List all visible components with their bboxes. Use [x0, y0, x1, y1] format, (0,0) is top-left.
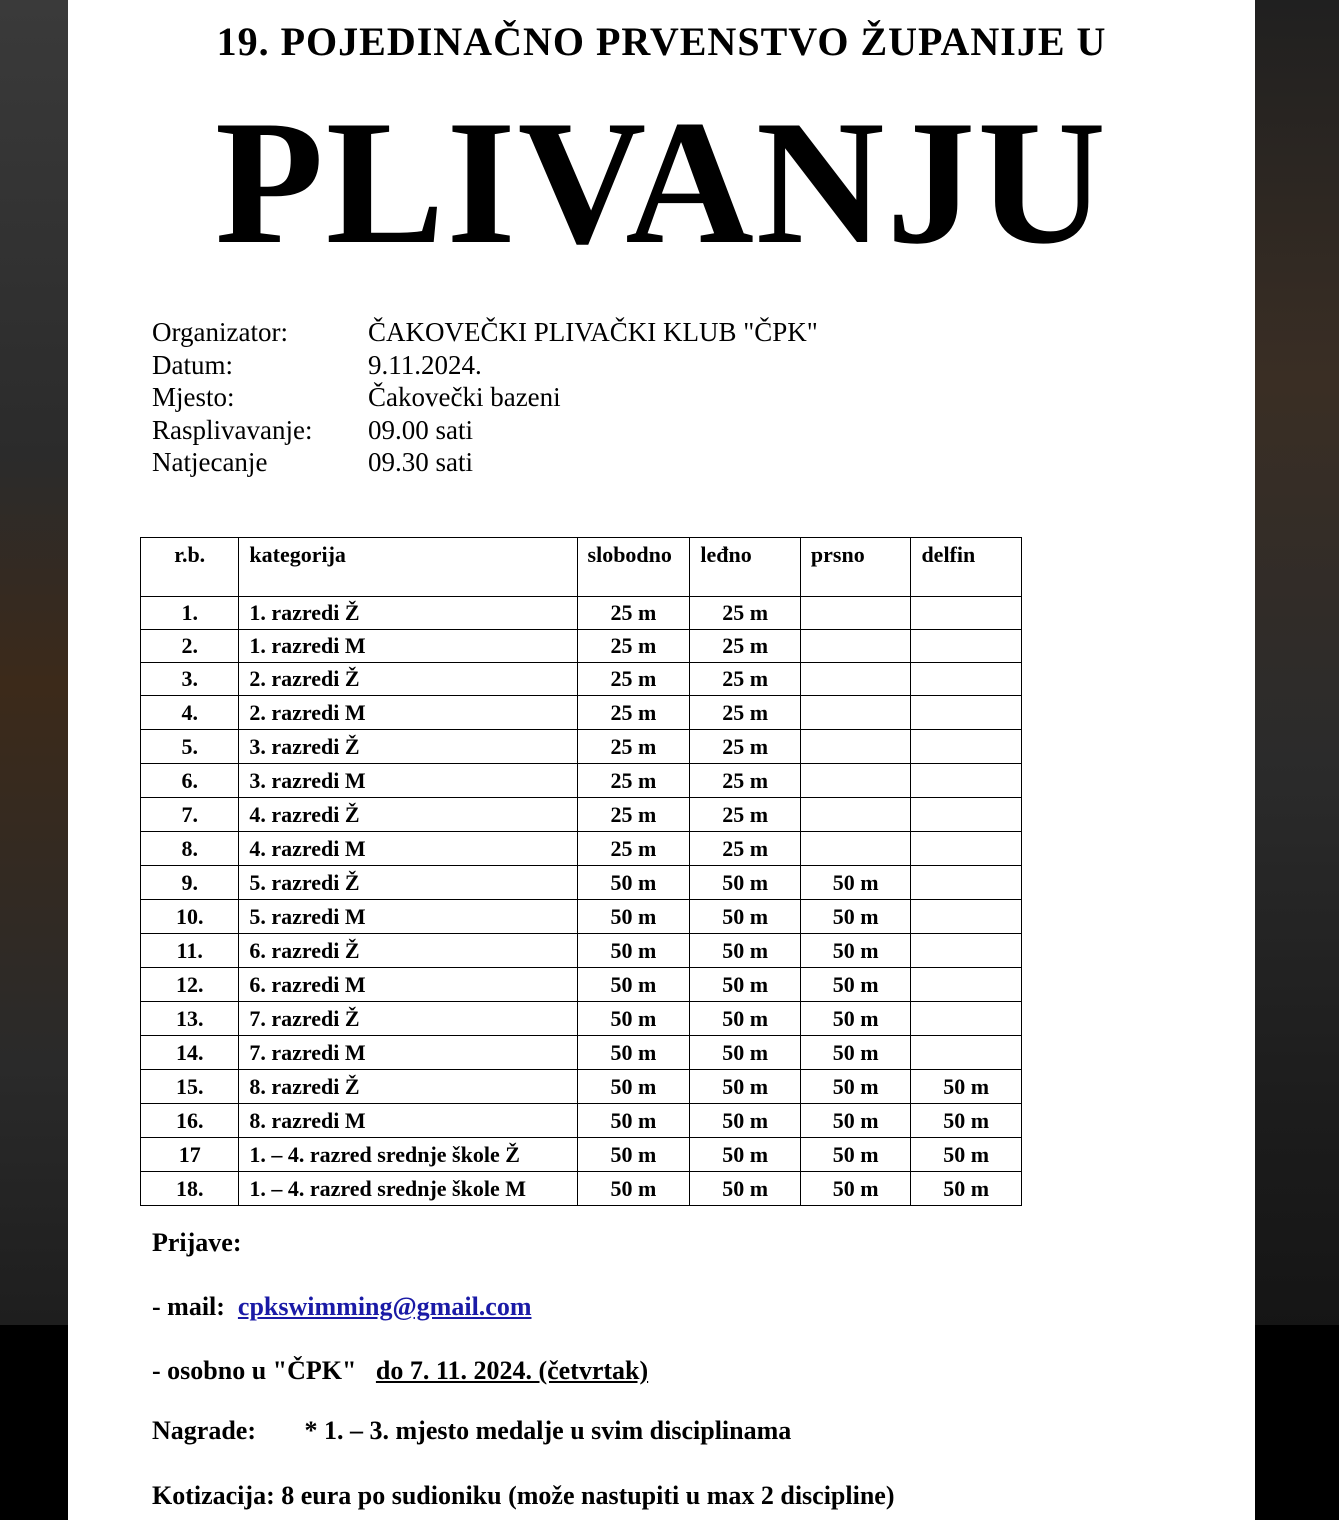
- cell-rb: 5.: [141, 730, 239, 764]
- cell-kategorija: 6. razredi M: [239, 968, 577, 1002]
- header-kategorija: kategorija: [239, 538, 577, 597]
- cell-prsno: 50 m: [800, 1104, 911, 1138]
- cell-slobodno: 50 m: [577, 1104, 690, 1138]
- table-row: [141, 900, 1022, 934]
- cell-kategorija: 3. razredi M: [239, 764, 577, 798]
- cell-delfin: [911, 832, 1022, 866]
- cell-rb: 9.: [141, 866, 239, 900]
- table-row: [141, 1172, 1022, 1206]
- table-row: [141, 730, 1022, 764]
- table-row: [141, 1138, 1022, 1172]
- cell-delfin: 50 m: [911, 1138, 1022, 1172]
- cell-prsno: [800, 597, 911, 630]
- info-row-mjesto: [152, 381, 818, 414]
- cell-kategorija: 5. razredi Ž: [239, 866, 577, 900]
- cell-delfin: 50 m: [911, 1172, 1022, 1206]
- cell-slobodno: 50 m: [577, 866, 690, 900]
- mail-line: [152, 1292, 532, 1322]
- cell-kategorija: 4. razredi M: [239, 832, 577, 866]
- header-prsno: prsno: [800, 538, 911, 597]
- cell-slobodno: 50 m: [577, 1070, 690, 1104]
- cell-prsno: 50 m: [800, 1138, 911, 1172]
- table-row: [141, 968, 1022, 1002]
- info-value: 9.11.2024.: [368, 349, 482, 380]
- cell-rb: 15.: [141, 1070, 239, 1104]
- cell-prsno: 50 m: [800, 900, 911, 934]
- cell-delfin: [911, 1036, 1022, 1070]
- cell-delfin: 50 m: [911, 1104, 1022, 1138]
- cell-rb: 16.: [141, 1104, 239, 1138]
- cell-slobodno: 50 m: [577, 968, 690, 1002]
- cell-ledno: 50 m: [690, 1070, 801, 1104]
- cell-prsno: 50 m: [800, 1036, 911, 1070]
- cell-slobodno: 25 m: [577, 764, 690, 798]
- cell-prsno: [800, 764, 911, 798]
- info-label: Natjecanje: [152, 447, 268, 477]
- cell-slobodno: 25 m: [577, 730, 690, 764]
- cell-prsno: [800, 663, 911, 696]
- cell-ledno: 50 m: [690, 900, 801, 934]
- races-table-body: [141, 597, 1022, 1206]
- cell-ledno: 25 m: [690, 630, 801, 663]
- title-line2: PLIVANJU: [215, 83, 1108, 281]
- cell-slobodno: 50 m: [577, 1002, 690, 1036]
- cell-delfin: [911, 798, 1022, 832]
- cell-rb: 3.: [141, 663, 239, 696]
- info-value: Čakovečki bazeni: [368, 382, 561, 412]
- cell-ledno: 25 m: [690, 798, 801, 832]
- table-row: [141, 597, 1022, 630]
- cell-prsno: 50 m: [800, 1070, 911, 1104]
- prijave-label: Prijave:: [152, 1228, 242, 1257]
- cell-kategorija: 5. razredi M: [239, 900, 577, 934]
- osobno-line: [152, 1356, 648, 1386]
- info-block: [152, 316, 818, 479]
- nagrade-label: Nagrade:: [152, 1416, 256, 1445]
- info-row-organizator: [152, 316, 818, 349]
- table-row: [141, 1070, 1022, 1104]
- table-row: [141, 663, 1022, 696]
- header-rb: r.b.: [141, 538, 239, 597]
- cell-ledno: 25 m: [690, 764, 801, 798]
- table-row: [141, 798, 1022, 832]
- cell-rb: 4.: [141, 696, 239, 730]
- cell-ledno: 50 m: [690, 1172, 801, 1206]
- cell-rb: 8.: [141, 832, 239, 866]
- document-page: [68, 0, 1255, 1520]
- table-row: [141, 696, 1022, 730]
- cell-slobodno: 25 m: [577, 597, 690, 630]
- cell-ledno: 50 m: [690, 1002, 801, 1036]
- cell-ledno: 50 m: [690, 866, 801, 900]
- email-link[interactable]: cpkswimming@gmail.com: [237, 1292, 532, 1321]
- cell-kategorija: 6. razredi Ž: [239, 934, 577, 968]
- cell-rb: 2.: [141, 630, 239, 663]
- cell-slobodno: 25 m: [577, 663, 690, 696]
- mail-prefix: - mail:: [152, 1292, 225, 1321]
- nagrade-line: [152, 1416, 791, 1446]
- cell-ledno: 50 m: [690, 1104, 801, 1138]
- info-label: Rasplivavanje:: [152, 414, 313, 445]
- cell-delfin: [911, 866, 1022, 900]
- cell-kategorija: 1. – 4. razred srednje škole M: [239, 1172, 577, 1206]
- cell-prsno: 50 m: [800, 1002, 911, 1036]
- cell-slobodno: 50 m: [577, 1172, 690, 1206]
- cell-delfin: [911, 968, 1022, 1002]
- cell-delfin: [911, 730, 1022, 764]
- table-row: [141, 1002, 1022, 1036]
- cell-ledno: 25 m: [690, 730, 801, 764]
- cell-ledno: 25 m: [690, 696, 801, 730]
- osobno-deadline: do 7. 11. 2024. (četvrtak): [375, 1356, 649, 1385]
- cell-rb: 17: [141, 1138, 239, 1172]
- info-label: Organizator:: [152, 317, 288, 347]
- cell-delfin: [911, 597, 1022, 630]
- cell-rb: 12.: [141, 968, 239, 1002]
- cell-slobodno: 50 m: [577, 934, 690, 968]
- info-label: Mjesto:: [152, 382, 235, 412]
- cell-delfin: [911, 630, 1022, 663]
- cell-slobodno: 50 m: [577, 900, 690, 934]
- cell-rb: 11.: [141, 934, 239, 968]
- cell-kategorija: 1. razredi Ž: [239, 597, 577, 630]
- info-value: ČAKOVEČKI PLIVAČKI KLUB "ČPK": [368, 317, 818, 347]
- cell-slobodno: 50 m: [577, 1138, 690, 1172]
- cell-ledno: 50 m: [690, 934, 801, 968]
- cell-slobodno: 25 m: [577, 798, 690, 832]
- table-row: [141, 1036, 1022, 1070]
- cell-delfin: 50 m: [911, 1070, 1022, 1104]
- table-row: [141, 1104, 1022, 1138]
- background-left: [0, 0, 68, 1520]
- races-table: [140, 537, 1022, 1206]
- header-delfin: delfin: [911, 538, 1022, 597]
- background-right: [1255, 0, 1339, 1520]
- cell-kategorija: 7. razredi Ž: [239, 1002, 577, 1036]
- cell-ledno: 50 m: [690, 968, 801, 1002]
- cell-kategorija: 2. razredi Ž: [239, 663, 577, 696]
- cell-delfin: [911, 696, 1022, 730]
- cell-prsno: [800, 730, 911, 764]
- cell-delfin: [911, 900, 1022, 934]
- cell-slobodno: 50 m: [577, 1036, 690, 1070]
- osobno-prefix: - osobno u "ČPK": [152, 1356, 357, 1385]
- cell-rb: 13.: [141, 1002, 239, 1036]
- cell-prsno: [800, 630, 911, 663]
- cell-slobodno: 25 m: [577, 696, 690, 730]
- title-line1: 19. POJEDINAČNO PRVENSTVO ŽUPANIJE U: [216, 19, 1107, 64]
- info-row-datum: [152, 349, 818, 382]
- table-row: [141, 832, 1022, 866]
- cell-prsno: 50 m: [800, 1172, 911, 1206]
- info-value: 09.30 sati: [368, 447, 473, 477]
- cell-slobodno: 25 m: [577, 630, 690, 663]
- cell-rb: 14.: [141, 1036, 239, 1070]
- cell-prsno: 50 m: [800, 934, 911, 968]
- cell-ledno: 50 m: [690, 1138, 801, 1172]
- info-label: Datum:: [152, 349, 233, 380]
- cell-delfin: [911, 663, 1022, 696]
- table-row: [141, 764, 1022, 798]
- cell-ledno: 50 m: [690, 1036, 801, 1070]
- cell-kategorija: 2. razredi M: [239, 696, 577, 730]
- info-value: 09.00 sati: [368, 414, 473, 445]
- kotizacija-line: Kotizacija: 8 eura po sudioniku (može nastupiti u max 2 discipline): [152, 1481, 895, 1510]
- cell-ledno: 25 m: [690, 597, 801, 630]
- cell-ledno: 25 m: [690, 832, 801, 866]
- table-row: [141, 934, 1022, 968]
- cell-prsno: [800, 696, 911, 730]
- table-header-row: [141, 538, 1022, 597]
- cell-kategorija: 3. razredi Ž: [239, 730, 577, 764]
- cell-kategorija: 8. razredi M: [239, 1104, 577, 1138]
- cell-rb: 18.: [141, 1172, 239, 1206]
- cell-rb: 10.: [141, 900, 239, 934]
- cell-kategorija: 8. razredi Ž: [239, 1070, 577, 1104]
- cell-rb: 7.: [141, 798, 239, 832]
- cell-prsno: [800, 832, 911, 866]
- cell-rb: 1.: [141, 597, 239, 630]
- cell-ledno: 25 m: [690, 663, 801, 696]
- cell-kategorija: 1. razredi M: [239, 630, 577, 663]
- nagrade-text: * 1. – 3. mjesto medalje u svim disciplinama: [304, 1416, 792, 1445]
- cell-delfin: [911, 1002, 1022, 1036]
- cell-prsno: 50 m: [800, 866, 911, 900]
- cell-rb: 6.: [141, 764, 239, 798]
- cell-kategorija: 4. razredi Ž: [239, 798, 577, 832]
- cell-kategorija: 7. razredi M: [239, 1036, 577, 1070]
- header-slobodno: slobodno: [577, 538, 690, 597]
- cell-kategorija: 1. – 4. razred srednje škole Ž: [239, 1138, 577, 1172]
- info-row-rasplivavanje: [152, 414, 818, 447]
- cell-prsno: [800, 798, 911, 832]
- cell-delfin: [911, 934, 1022, 968]
- cell-delfin: [911, 764, 1022, 798]
- table-row: [141, 866, 1022, 900]
- info-row-natjecanje: [152, 446, 818, 479]
- table-row: [141, 630, 1022, 663]
- header-ledno: leđno: [690, 538, 801, 597]
- cell-prsno: 50 m: [800, 968, 911, 1002]
- cell-slobodno: 25 m: [577, 832, 690, 866]
